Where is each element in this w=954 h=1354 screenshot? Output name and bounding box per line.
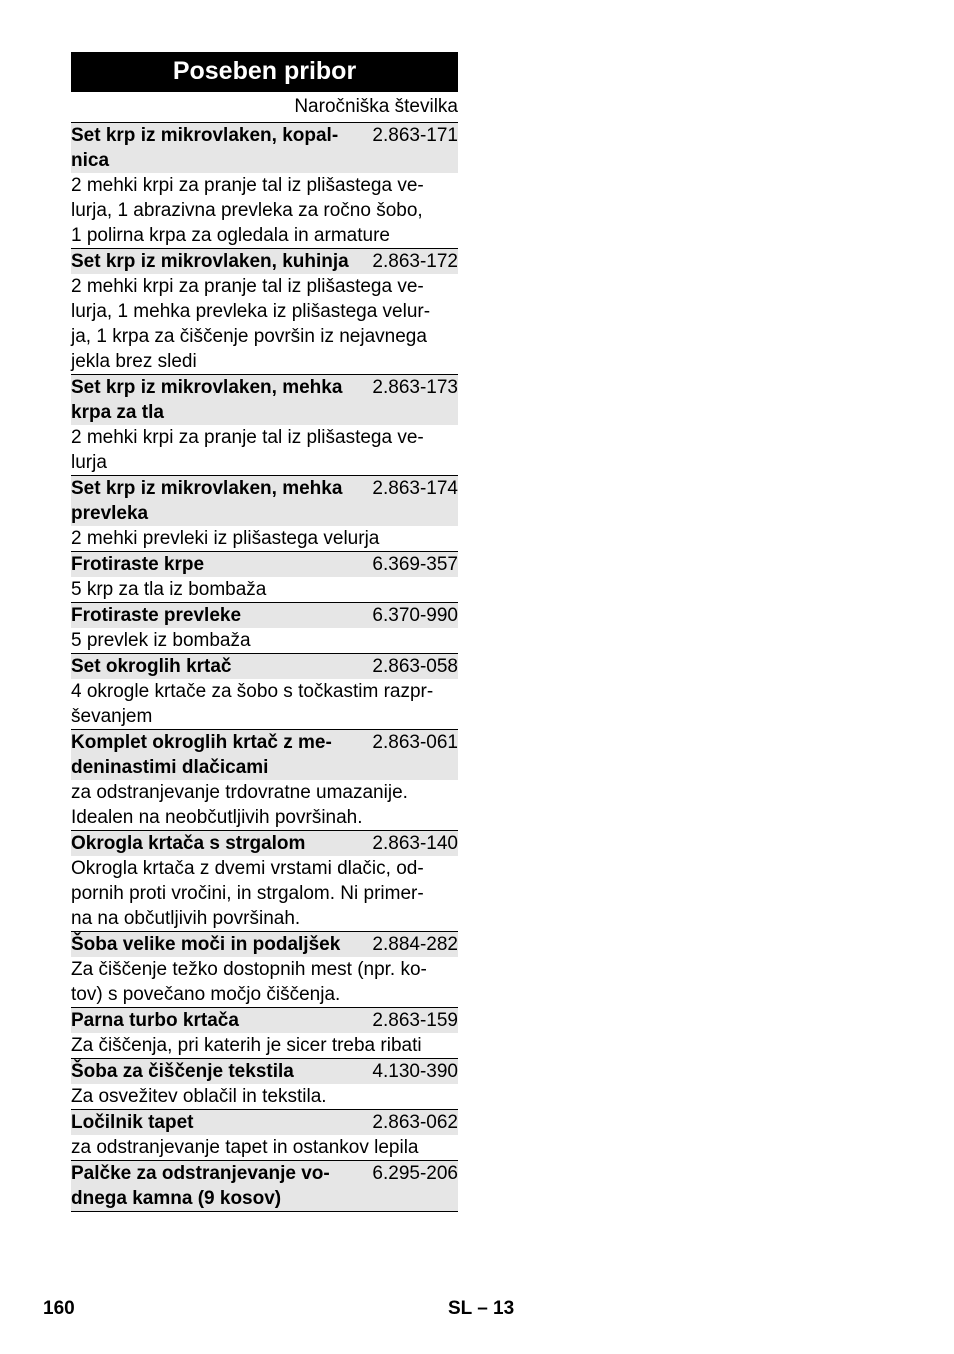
accessory-name-line: Set krp iz mikrovlaken, mehka bbox=[71, 377, 343, 398]
accessory-description bbox=[71, 173, 458, 249]
description-line: Idealen na neobčutljivih površinah. bbox=[71, 807, 363, 828]
order-number: 2.863-062 bbox=[372, 1112, 458, 1133]
order-number: 2.863-061 bbox=[372, 732, 458, 753]
accessory-name-line: krpa za tla bbox=[71, 402, 164, 423]
order-number: 6.369-357 bbox=[372, 554, 458, 575]
accessory-description bbox=[71, 577, 458, 603]
accessory-description bbox=[71, 679, 458, 730]
accessory-item bbox=[71, 552, 458, 603]
accessory-name-line: Okrogla krtača s strgalom bbox=[71, 833, 306, 854]
accessory-item-header bbox=[71, 730, 458, 780]
description-line: Za čiščenje težko dostopnih mest (npr. ko- bbox=[71, 959, 427, 980]
accessory-item bbox=[71, 603, 458, 654]
accessory-name bbox=[71, 123, 368, 173]
description-line: ja, 1 krpa za čiščenje površin iz nejavnega bbox=[71, 326, 427, 347]
description-line: Okrogla krtača z dvemi vrstami dlačic, od- bbox=[71, 858, 424, 879]
accessory-item-header bbox=[71, 552, 458, 577]
accessory-name bbox=[71, 1059, 368, 1084]
description-line: 4 okrogle krtače za šobo s točkastim razpr- bbox=[71, 681, 434, 702]
accessory-name bbox=[71, 831, 368, 856]
description-line: 2 mehki krpi za pranje tal iz plišastega ve- bbox=[71, 175, 424, 196]
section-label: SL – 13 bbox=[448, 1298, 515, 1319]
accessory-name-line: deninastimi dlačicami bbox=[71, 757, 269, 778]
accessory-name-line: nica bbox=[71, 150, 110, 171]
accessory-name-line: Palčke za odstranjevanje vo- bbox=[71, 1163, 330, 1184]
description-line: za odstranjevanje tapet in ostankov lepila bbox=[71, 1137, 419, 1158]
accessory-item-header bbox=[71, 123, 458, 173]
accessory-item-header bbox=[71, 654, 458, 679]
accessory-name-line: Frotiraste prevleke bbox=[71, 605, 242, 626]
order-number: 2.863-173 bbox=[372, 377, 458, 398]
description-line: pornih proti vročini, in strgalom. Ni primer- bbox=[71, 883, 424, 904]
accessory-list bbox=[71, 123, 458, 1212]
description-line: lurja, 1 mehka prevleka iz plišastega velur- bbox=[71, 301, 431, 322]
accessory-item bbox=[71, 476, 458, 552]
accessories-column bbox=[71, 52, 458, 1212]
description-line: 2 mehki krpi za pranje tal iz plišastega ve- bbox=[71, 427, 424, 448]
description-line: 2 mehki prevleki iz plišastega velurja bbox=[71, 528, 380, 549]
order-number: 2.863-174 bbox=[372, 478, 458, 499]
accessory-name bbox=[71, 1008, 368, 1033]
accessory-name-line: prevleka bbox=[71, 503, 149, 524]
accessory-item bbox=[71, 123, 458, 249]
description-line: na na občutljivih površinah. bbox=[71, 908, 301, 929]
description-line: Za čiščenja, pri katerih je sicer treba ribati bbox=[71, 1035, 422, 1056]
accessory-name bbox=[71, 375, 368, 425]
description-line: 1 polirna krpa za ogledala in armature bbox=[71, 225, 390, 246]
accessory-name bbox=[71, 730, 368, 780]
accessory-name-line: Komplet okroglih krtač z me- bbox=[71, 732, 332, 753]
accessory-name-line: Set okroglih krtač bbox=[71, 656, 232, 677]
accessory-name bbox=[71, 932, 368, 957]
accessory-name bbox=[71, 1110, 368, 1135]
accessory-name-line: Ločilnik tapet bbox=[71, 1112, 194, 1133]
accessory-name bbox=[71, 603, 368, 628]
accessory-item bbox=[71, 375, 458, 476]
description-line: 2 mehki krpi za pranje tal iz plišastega ve- bbox=[71, 276, 424, 297]
accessory-name bbox=[71, 1161, 368, 1211]
accessory-name bbox=[71, 552, 368, 577]
accessory-name-line: dnega kamna (9 kosov) bbox=[71, 1188, 282, 1209]
accessory-item-header bbox=[71, 1008, 458, 1033]
accessory-item bbox=[71, 932, 458, 1008]
accessory-description bbox=[71, 957, 458, 1008]
description-line: tov) s povečano močjo čiščenja. bbox=[71, 984, 341, 1005]
accessory-name bbox=[71, 654, 368, 679]
order-number: 4.130-390 bbox=[372, 1061, 458, 1082]
accessory-description bbox=[71, 526, 458, 552]
accessory-item-header bbox=[71, 603, 458, 628]
accessory-description bbox=[71, 425, 458, 476]
description-line: 5 krp za tla iz bombaža bbox=[71, 579, 267, 600]
description-line: lurja, 1 abrazivna prevleka za ročno šobo, bbox=[71, 200, 423, 221]
accessory-item bbox=[71, 654, 458, 730]
order-number: 6.295-206 bbox=[372, 1163, 458, 1184]
page-number: 160 bbox=[43, 1298, 75, 1319]
description-line: jekla brez sledi bbox=[71, 351, 197, 372]
description-line: Za osvežitev oblačil in tekstila. bbox=[71, 1086, 327, 1107]
accessory-description bbox=[71, 1033, 458, 1059]
accessory-item bbox=[71, 1059, 458, 1110]
accessory-item bbox=[71, 249, 458, 375]
order-number: 2.863-172 bbox=[372, 251, 458, 272]
accessory-item bbox=[71, 1110, 458, 1161]
page-title: Poseben pribor bbox=[71, 52, 458, 92]
description-line: lurja bbox=[71, 452, 107, 473]
accessory-item-header bbox=[71, 932, 458, 957]
description-line: za odstranjevanje trdovratne umazanije. bbox=[71, 782, 408, 803]
accessory-item bbox=[71, 831, 458, 932]
description-line: 5 prevlek iz bombaža bbox=[71, 630, 251, 651]
accessory-item-header bbox=[71, 1110, 458, 1135]
order-number: 2.863-058 bbox=[372, 656, 458, 677]
accessory-name-line: Šoba za čiščenje tekstila bbox=[71, 1061, 294, 1082]
accessory-item-header bbox=[71, 1059, 458, 1084]
order-number: 2.863-171 bbox=[372, 125, 458, 146]
accessory-item bbox=[71, 730, 458, 831]
order-number-header: Naročniška številka bbox=[71, 92, 458, 123]
accessory-description bbox=[71, 1135, 458, 1161]
accessory-description bbox=[71, 628, 458, 654]
accessory-item-header bbox=[71, 249, 458, 274]
accessory-description bbox=[71, 780, 458, 831]
order-number: 6.370-990 bbox=[372, 605, 458, 626]
accessory-item-header bbox=[71, 831, 458, 856]
accessory-item-header bbox=[71, 476, 458, 526]
accessory-name-line: Šoba velike moči in podaljšek bbox=[71, 934, 341, 955]
accessory-description bbox=[71, 274, 458, 375]
description-line: ševanjem bbox=[71, 706, 153, 727]
accessory-item bbox=[71, 1008, 458, 1059]
accessory-name bbox=[71, 249, 368, 274]
accessory-item-header bbox=[71, 375, 458, 425]
accessory-name-line: Parna turbo krtača bbox=[71, 1010, 239, 1031]
accessory-item bbox=[71, 1161, 458, 1212]
order-number: 2.884-282 bbox=[372, 934, 458, 955]
accessory-name bbox=[71, 476, 368, 526]
accessory-description bbox=[71, 856, 458, 932]
accessory-name-line: Set krp iz mikrovlaken, kuhinja bbox=[71, 251, 349, 272]
order-number: 2.863-140 bbox=[372, 833, 458, 854]
accessory-item-header bbox=[71, 1161, 458, 1212]
accessory-description bbox=[71, 1084, 458, 1110]
accessory-name-line: Set krp iz mikrovlaken, kopal- bbox=[71, 125, 339, 146]
accessory-name-line: Set krp iz mikrovlaken, mehka bbox=[71, 478, 343, 499]
accessory-name-line: Frotiraste krpe bbox=[71, 554, 205, 575]
order-number: 2.863-159 bbox=[372, 1010, 458, 1031]
